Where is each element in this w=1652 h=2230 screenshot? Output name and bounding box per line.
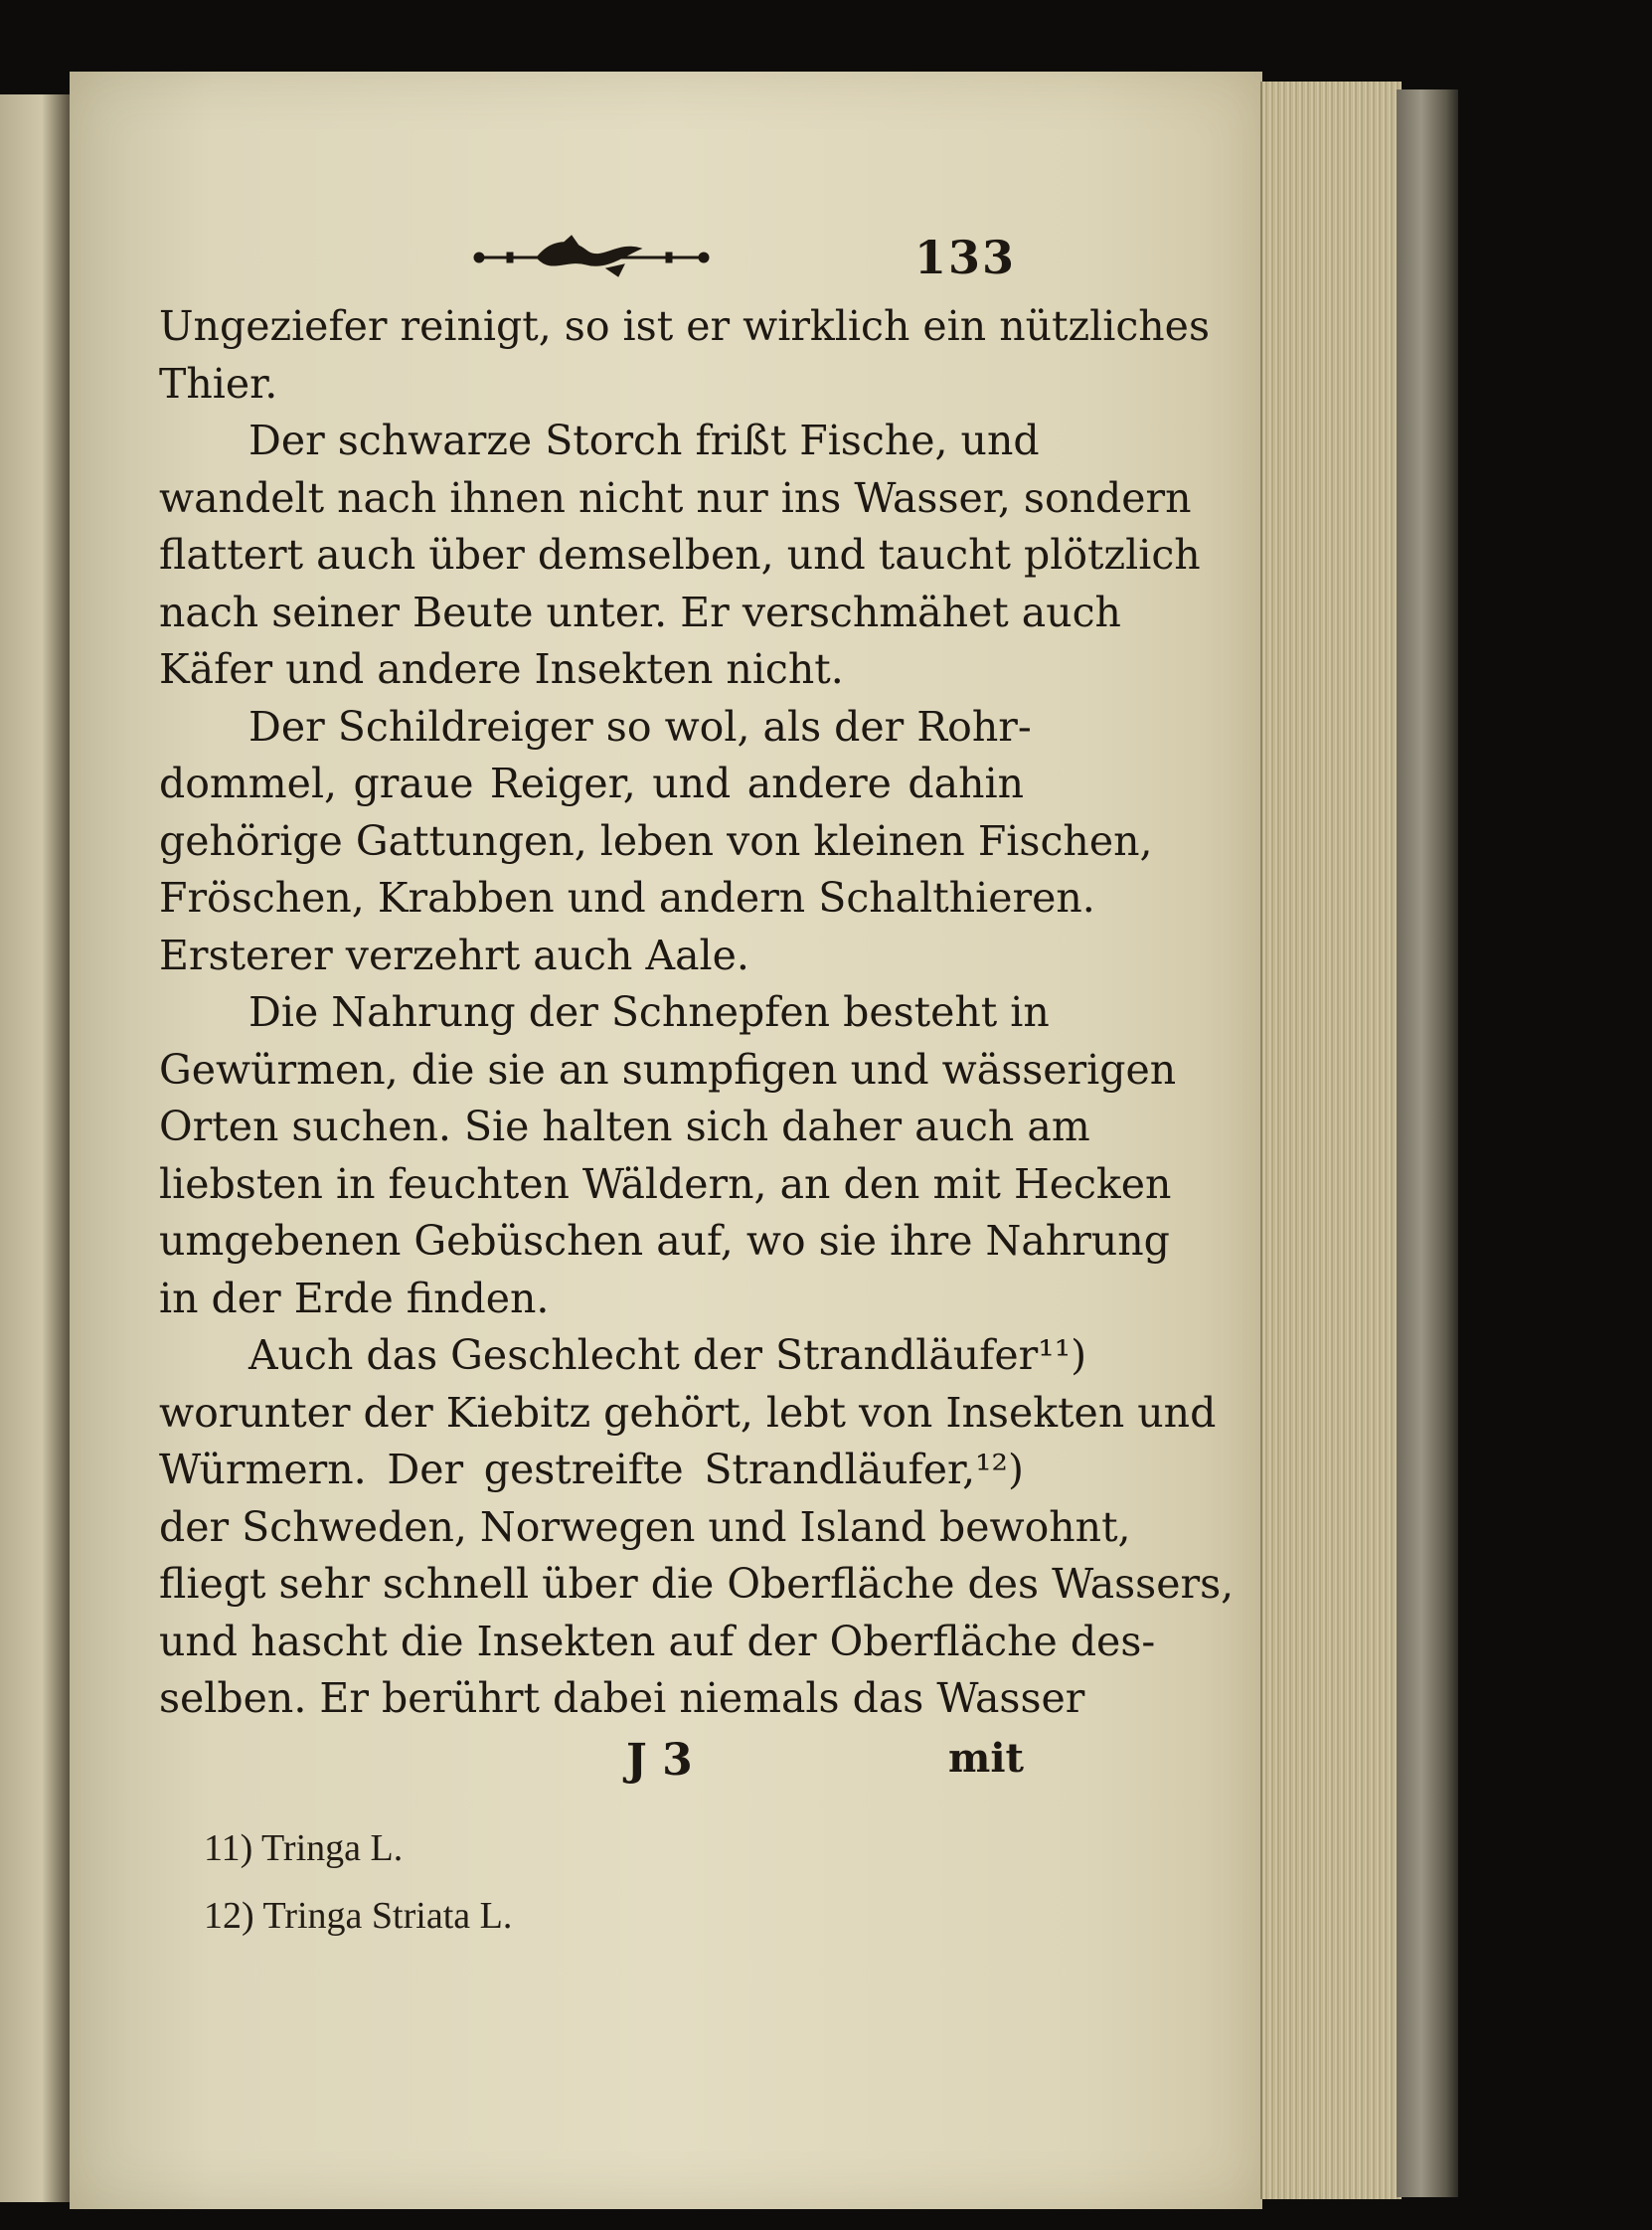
body-text xyxy=(159,298,1235,1728)
text-line: in der Erde finden. xyxy=(159,1274,550,1322)
page-number: 133 xyxy=(914,231,1017,284)
facing-page-edge xyxy=(0,94,70,2202)
text-line: flattert auch über demselben, und taucht plötzlich xyxy=(159,531,1201,579)
text-line: der Schweden, Norwegen und Island bewohnt, xyxy=(159,1502,1131,1551)
footnotes xyxy=(204,1814,512,1950)
book-cover-edge xyxy=(1397,89,1458,2197)
text-line: worunter der Kiebitz gehört, lebt von Insekten und xyxy=(159,1388,1217,1437)
signature-row xyxy=(159,1735,1024,1795)
text-line: Gewürmen, die sie an sumpfigen und wässerigen xyxy=(159,1045,1177,1094)
catchword: mit xyxy=(948,1735,1024,1782)
text-line: Käfer und andere Insekten nicht. xyxy=(159,645,844,693)
text-line: Würmern. Der gestreifte Strandläufer,¹²) xyxy=(159,1446,1024,1493)
text-line: selben. Er berührt dabei niemals das Wasser xyxy=(159,1674,1085,1722)
text-line: nach seiner Beute unter. Er verschmähet auch xyxy=(159,588,1121,636)
signature-mark: J 3 xyxy=(626,1735,693,1786)
text-line: fliegt sehr schnell über die Oberfläche des Wassers, xyxy=(159,1560,1235,1608)
text-line: Die Nahrung der Schnepfen besteht in xyxy=(248,988,1050,1036)
text-line: und hascht die Insekten auf der Oberfläche des- xyxy=(159,1617,1156,1665)
page-block-edges xyxy=(1260,82,1402,2199)
text-line: Orten suchen. Sie halten sich daher auch am xyxy=(159,1103,1090,1150)
text-line: umgebenen Gebüschen auf, wo sie ihre Nahrung xyxy=(159,1217,1170,1265)
text-line: Fröschen, Krabben und andern Schalthieren. xyxy=(159,874,1095,922)
text-line: Thier. xyxy=(159,359,278,408)
footnote: 11) Tringa L. xyxy=(204,1827,404,1869)
text-line: liebsten in feuchten Wäldern, an den mit Hecken xyxy=(159,1159,1172,1208)
text-line: wandelt nach ihnen nicht nur ins Wasser, sondern xyxy=(159,473,1192,522)
text-line: Ungeziefer reinigt, so ist er wirklich ein nützliches xyxy=(159,302,1210,350)
text-line: Der Schildreiger so wol, als der Rohr- xyxy=(248,702,1032,751)
footnote: 12) Tringa Striata L. xyxy=(204,1895,513,1937)
header-ornament-icon xyxy=(467,231,716,280)
text-line: Der schwarze Storch frißt Fische, und xyxy=(248,417,1040,464)
text-line: Ersterer verzehrt auch Aale. xyxy=(159,931,749,979)
text-line: gehörige Gattungen, leben von kleinen Fischen, xyxy=(159,816,1153,865)
text-line: Auch das Geschlecht der Strandläufer¹¹) xyxy=(248,1331,1087,1379)
text-line: dommel, graue Reiger, und andere dahin xyxy=(159,760,1024,807)
